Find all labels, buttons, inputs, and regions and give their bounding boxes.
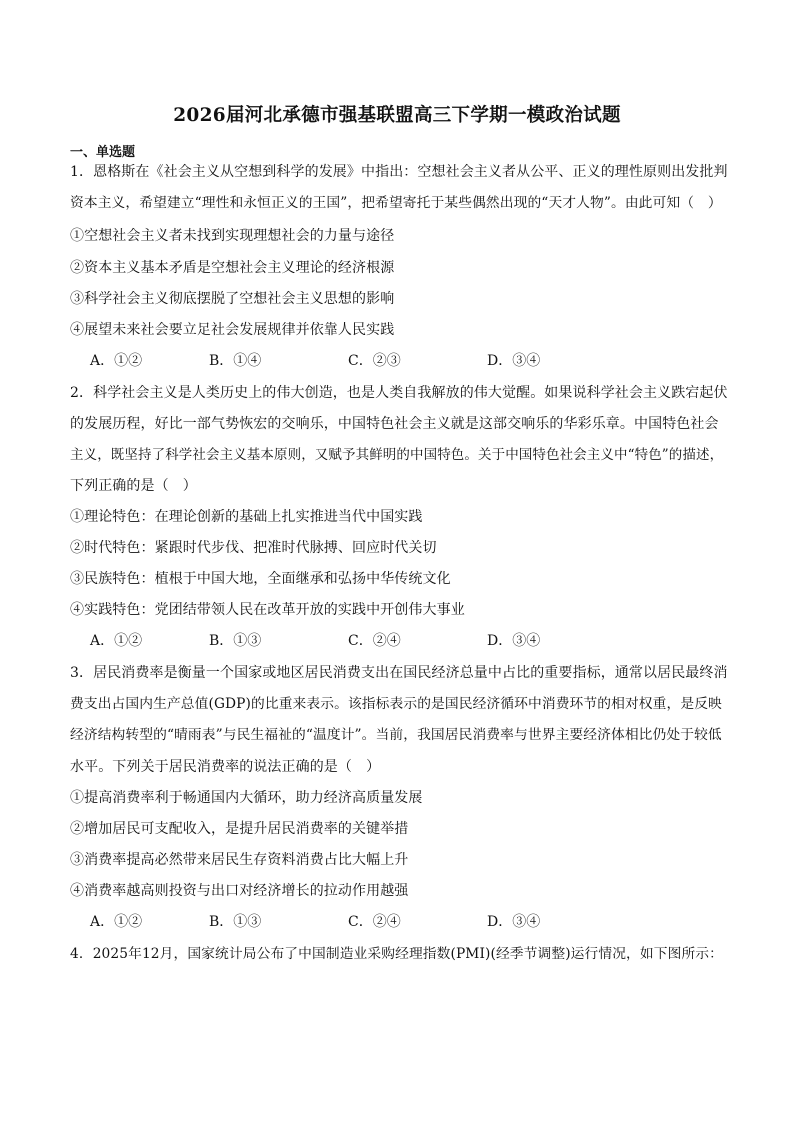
question-3-statement-1: ①提高消费率利于畅通国内大循环，助力经济高质量发展 — [70, 790, 423, 806]
question-3-statement-2: ②增加居民可支配收入，是提升居民消费率的关键举措 — [70, 821, 409, 837]
question-2-stem-line-2: 的发展历程，好比一部气势恢宏的交响乐，中国特色社会主义就是这部交响乐的华彩乐章。中国特色社会 — [70, 416, 719, 432]
question-1-option-d[interactable]: D．③④ — [487, 353, 541, 369]
question-2-option-c[interactable]: C．②④ — [348, 633, 401, 649]
question-3-stem-line-1: 3．居民消费率是衡量一个国家或地区居民消费支出在国民经济总量中占比的重要指标，通常以居民最终消 — [70, 665, 728, 681]
page-title: 2026届河北承德市强基联盟高三下学期一模政治试题 — [173, 105, 621, 126]
question-1-option-c[interactable]: C．②③ — [348, 353, 401, 369]
question-1-stem-line-2: 资本主义，希望建立“理性和永恒正义的王国”，把希望寄托于某些偶然出现的“天才人物”。由此可知（ ） — [70, 195, 722, 211]
question-1-stem-line-1: 1．恩格斯在《社会主义从空想到科学的发展》中指出：空想社会主义者从公平、正义的理性原则出发批判 — [70, 164, 728, 180]
question-4-stem-line-1: 4．2025年12月，国家统计局公布了中国制造业采购经理指数(PMI)(经季节调整)运行情况，如下图所示： — [70, 946, 724, 962]
question-3-stem-line-3: 经济结构转型的“晴雨表”与民生福祉的“温度计”。当前，我国居民消费率与世界主要经济体相比仍处于较低 — [70, 727, 722, 743]
question-2-option-b[interactable]: B．①③ — [209, 633, 262, 649]
question-3-stem-line-4: 水平。下列关于居民消费率的说法正确的是（ ） — [70, 759, 381, 775]
question-1-statement-3: ③科学社会主义彻底摆脱了空想社会主义思想的影响 — [70, 291, 395, 307]
question-1-option-a[interactable]: A．①② — [90, 353, 143, 369]
question-1-option-b[interactable]: B．①④ — [209, 353, 262, 369]
question-2-stem-line-1: 2．科学社会主义是人类历史上的伟大创造，也是人类自我解放的伟大觉醒。如果说科学社会主义跌宕起伏 — [70, 385, 728, 401]
question-2-option-a[interactable]: A．①② — [90, 633, 143, 649]
question-3-option-a[interactable]: A．①② — [90, 914, 143, 930]
question-3-option-c[interactable]: C．②④ — [348, 914, 401, 930]
section-heading: 一、单选题 — [70, 145, 136, 160]
question-1-statement-4: ④展望未来社会要立足社会发展规律并依靠人民实践 — [70, 322, 395, 338]
question-3-option-b[interactable]: B．①③ — [209, 914, 262, 930]
question-3-statement-4: ④消费率越高则投资与出口对经济增长的拉动作用越强 — [70, 883, 409, 899]
question-2-option-d[interactable]: D．③④ — [487, 633, 541, 649]
question-2-statement-3: ③民族特色：植根于中国大地，全面继承和弘扬中华传统文化 — [70, 571, 451, 587]
question-2-statement-2: ②时代特色：紧跟时代步伐、把准时代脉搏、回应时代关切 — [70, 540, 437, 556]
question-3-option-d[interactable]: D．③④ — [487, 914, 541, 930]
question-1-statement-2: ②资本主义基本矛盾是空想社会主义理论的经济根源 — [70, 260, 395, 276]
question-2-stem-line-4: 下列正确的是（ ） — [70, 478, 197, 494]
question-3-statement-3: ③消费率提高必然带来居民生存资料消费占比大幅上升 — [70, 852, 409, 868]
question-2-stem-line-3: 主义，既坚持了科学社会主义基本原则，又赋予其鲜明的中国特色。关于中国特色社会主义中“特色”的描述， — [70, 447, 724, 463]
question-2-statement-1: ①理论特色：在理论创新的基础上扎实推进当代中国实践 — [70, 509, 423, 525]
question-3-stem-line-2: 费支出占国内生产总值(GDP)的比重来表示。该指标表示的是国民经济循环中消费环节的相对权重，是反映 — [70, 696, 722, 712]
question-1-statement-1: ①空想社会主义者未找到实现理想社会的力量与途径 — [70, 228, 395, 244]
question-2-statement-4: ④实践特色：党团结带领人民在改革开放的实践中开创伟大事业 — [70, 602, 465, 618]
